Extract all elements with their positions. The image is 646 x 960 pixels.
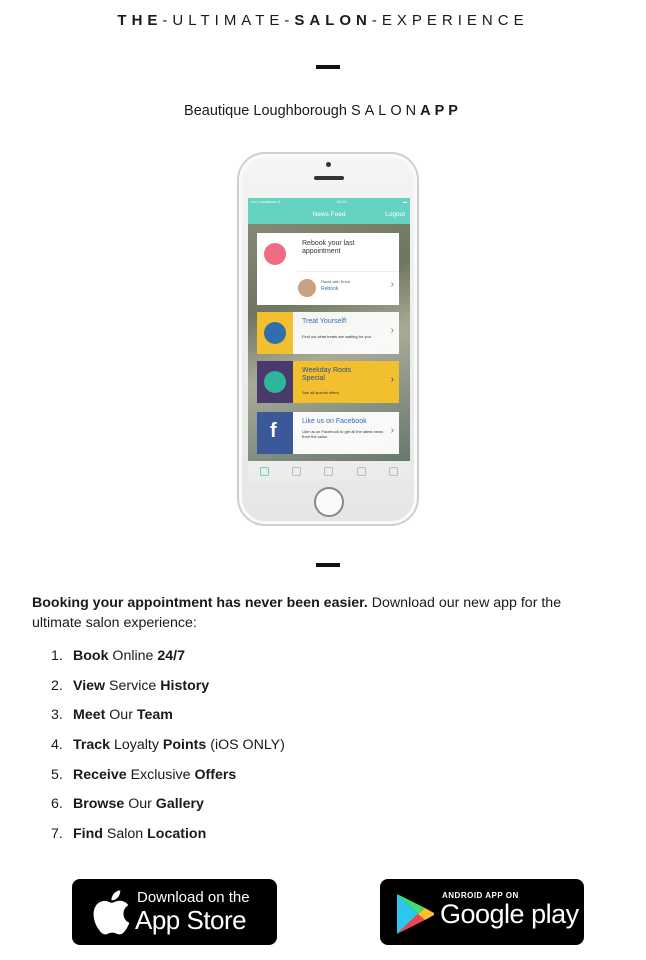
- phone-screen: [248, 198, 410, 481]
- treat-icon-tile: [257, 312, 293, 354]
- tab-news-icon[interactable]: [260, 467, 269, 476]
- list-noun: Points: [162, 737, 207, 754]
- facebook-card[interactable]: [257, 412, 399, 454]
- headline-sep: -: [162, 12, 173, 29]
- status-carrier: ••••○ vodafone 4: [251, 199, 280, 204]
- subtitle-name: Beautique Loughborough: [184, 103, 351, 119]
- chevron-right-icon: ›: [390, 325, 394, 336]
- list-noun: Offers: [194, 766, 237, 783]
- google-play-line2: Google play: [440, 899, 579, 929]
- phone-mockup: [237, 152, 419, 526]
- list-noun: Gallery: [155, 796, 204, 813]
- chevron-right-icon: ›: [390, 279, 394, 290]
- divider-top: [316, 65, 340, 69]
- google-play-button[interactable]: [380, 879, 584, 945]
- list-item: [51, 824, 285, 854]
- google-play-logo-icon: [394, 892, 436, 936]
- home-button: [314, 487, 344, 517]
- status-bar: [248, 198, 410, 206]
- list-item: [51, 646, 285, 676]
- phone-camera: [326, 162, 331, 167]
- avatar: [298, 279, 316, 297]
- tab-location-icon[interactable]: [389, 467, 398, 476]
- offers-card[interactable]: [257, 361, 399, 403]
- rebook-icon-tile: [257, 233, 293, 305]
- offer-icon: [264, 371, 286, 393]
- list-mid: Online: [108, 648, 158, 664]
- subtitle-app: APP: [420, 103, 462, 119]
- facebook-icon-tile: [257, 412, 293, 454]
- rebook-icon: [264, 243, 286, 265]
- app-navbar: [248, 206, 410, 224]
- trophy-icon: [264, 322, 286, 344]
- list-noun: History: [160, 677, 210, 694]
- facebook-title: Like us on Facebook: [302, 418, 367, 425]
- app-tab-bar: [248, 461, 410, 481]
- offers-icon-tile: [257, 361, 293, 403]
- list-number: 5.: [51, 766, 63, 783]
- headline: [0, 12, 646, 29]
- list-number: 4.: [51, 737, 63, 754]
- feature-list: [51, 646, 285, 854]
- facebook-icon: f: [270, 420, 277, 442]
- list-verb: Browse: [73, 796, 125, 813]
- intro-rest: Download our new app for the ultimate salon experience:: [32, 595, 562, 631]
- offers-title: Weekday Roots Special: [302, 367, 352, 382]
- list-verb: Meet: [73, 707, 106, 724]
- list-mid: Our: [124, 796, 156, 813]
- list-mid: Our: [105, 707, 137, 724]
- app-store-button[interactable]: [72, 879, 277, 945]
- list-noun: Location: [147, 826, 207, 843]
- list-mid: Exclusive: [126, 766, 195, 783]
- divider-bottom: [316, 563, 340, 567]
- list-number: 2.: [51, 677, 63, 694]
- list-number: 6.: [51, 796, 63, 813]
- list-number: 7.: [51, 826, 63, 843]
- treat-subtitle: Find out what treats are waiting for you: [302, 334, 371, 339]
- rebook-separator: [297, 271, 399, 272]
- headline-experience: EXPERIENCE: [381, 12, 529, 29]
- rebook-stylist: Razid with Erica: [321, 279, 350, 284]
- intro-text: [32, 593, 612, 633]
- list-item: [51, 765, 285, 795]
- list-item: [51, 705, 285, 735]
- nav-title: News Feed: [312, 211, 346, 218]
- tab-team-icon[interactable]: [357, 467, 366, 476]
- google-play-line1: ANDROID APP ON: [442, 891, 519, 900]
- headline-sep: -: [284, 12, 295, 29]
- list-verb: View: [73, 677, 106, 694]
- treat-title: Treat Yourself!: [302, 318, 347, 325]
- list-number: 1.: [51, 648, 63, 664]
- list-mid: Salon: [102, 826, 148, 843]
- list-noun: Team: [136, 707, 173, 724]
- list-noun: 24/7: [157, 648, 185, 664]
- headline-the: THE: [117, 12, 163, 29]
- chevron-right-icon: ›: [390, 374, 394, 385]
- list-item: [51, 735, 285, 765]
- list-mid: Service: [105, 677, 161, 694]
- status-time: 15:15: [336, 199, 347, 204]
- chevron-right-icon: ›: [390, 425, 394, 436]
- facebook-subtitle: Like us on Facebook to get all the latest news from the salon: [302, 429, 383, 439]
- list-number: 3.: [51, 707, 63, 724]
- phone-speaker: [314, 176, 344, 180]
- offers-subtitle: See all special offers: [302, 390, 339, 395]
- tab-book-icon[interactable]: [292, 467, 301, 476]
- rebook-card[interactable]: [257, 233, 399, 305]
- subtitle-salon: SALON: [350, 103, 421, 119]
- list-verb: Book: [73, 648, 109, 664]
- list-item: [51, 676, 285, 706]
- tab-gallery-icon[interactable]: [324, 467, 333, 476]
- headline-ultimate: ULTIMATE: [172, 12, 285, 29]
- list-verb: Track: [73, 737, 111, 754]
- treat-card[interactable]: [257, 312, 399, 354]
- battery-icon: ▬: [402, 199, 407, 204]
- app-store-line1: Download on the: [137, 889, 250, 906]
- list-mid: Loyalty: [110, 737, 163, 754]
- list-note: (iOS ONLY): [206, 737, 285, 754]
- subtitle: [0, 103, 646, 119]
- logout-link[interactable]: Logout: [385, 211, 405, 218]
- headline-sep: -: [371, 12, 382, 29]
- apple-logo-icon: [87, 887, 131, 937]
- rebook-action[interactable]: Rebook: [321, 286, 339, 292]
- headline-salon: SALON: [294, 12, 372, 29]
- rebook-title: Rebook your last appointment: [302, 240, 355, 255]
- list-verb: Find: [73, 826, 103, 843]
- list-verb: Receive: [73, 766, 127, 783]
- intro-bold: Booking your appointment has never been easier.: [32, 595, 368, 611]
- app-store-line2: App Store: [135, 905, 247, 935]
- list-item: [51, 794, 285, 824]
